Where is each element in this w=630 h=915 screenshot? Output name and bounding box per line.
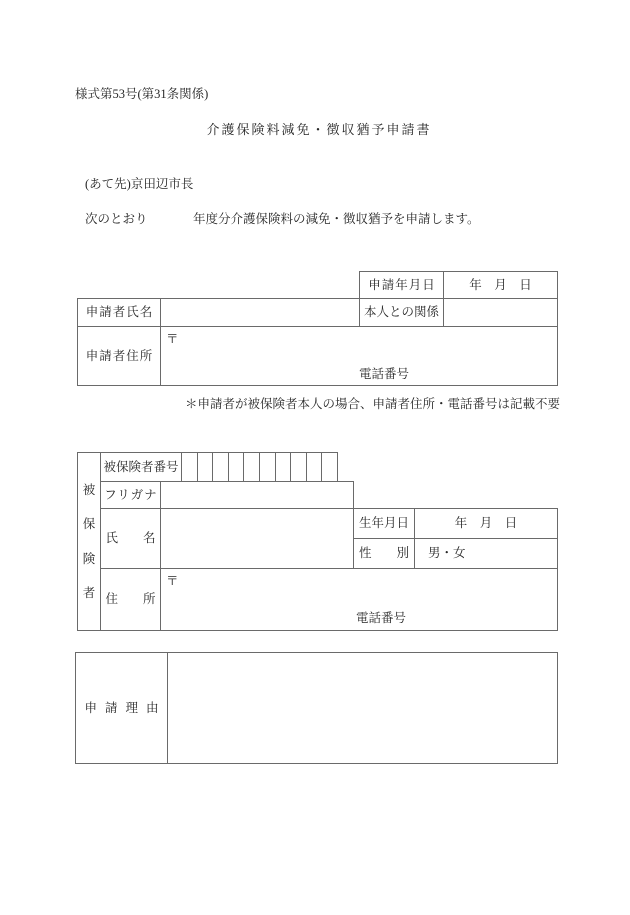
relation-field [443, 298, 558, 327]
insured-number-box [212, 453, 228, 481]
applicant-name-label: 申請者氏名 [77, 298, 161, 327]
insured-group-char: 保 [82, 517, 96, 532]
applicant-name-field [160, 298, 360, 327]
page-title: 介護保険料減免・徴収猶予申請書 [206, 122, 432, 137]
phone-label: 電話番号 [359, 366, 410, 381]
insured-address-label: 住 所 [100, 568, 161, 631]
insured-number-box [228, 453, 244, 481]
insured-name-label: 氏 名 [100, 508, 161, 569]
sex-label: 性 別 [353, 538, 415, 569]
insured-number-box [306, 453, 322, 481]
furigana-field [160, 481, 354, 509]
note-text: ＊申請者が被保険者本人の場合、申請者住所・電話番号は記載不要 [184, 397, 560, 411]
intro-suffix: 年度分介護保険料の減免・徴収猶予を申請します。 [193, 212, 480, 226]
insured-address-field [160, 568, 558, 631]
insured-group-char: 被 [82, 482, 96, 497]
insured-number-boxes [181, 452, 338, 482]
reason-field [167, 652, 558, 764]
insured-number-box [259, 453, 275, 481]
birthdate-label: 生年月日 [353, 508, 415, 539]
insured-number-box [290, 453, 306, 481]
reason-label-text: 申請理由 [84, 700, 167, 715]
insured-group-char: 険 [82, 551, 96, 566]
phone-label: 電話番号 [356, 610, 407, 625]
insured-name-field [160, 508, 354, 569]
insured-group-char: 者 [82, 585, 96, 600]
application-date-label: 申請年月日 [359, 271, 444, 299]
insured-number-box [275, 453, 291, 481]
postal-mark: 〒 [166, 332, 179, 346]
intro-prefix: 次のとおり [85, 212, 148, 226]
insured-number-box [197, 453, 213, 481]
relation-label: 本人との関係 [359, 298, 444, 327]
application-date-value: 年 月 日 [443, 271, 558, 299]
form-number: 様式第53号(第31条関係) [75, 87, 209, 101]
insured-number-box [243, 453, 259, 481]
insured-number-box [182, 453, 197, 481]
furigana-label: フリガナ [100, 481, 161, 509]
applicant-address-field [160, 326, 558, 386]
postal-mark: 〒 [166, 574, 179, 588]
insured-group-label [77, 452, 101, 631]
addressee-line: (あて先)京田辺市長 [85, 177, 194, 191]
applicant-address-label: 申請者住所 [77, 326, 161, 386]
insured-number-box [321, 453, 337, 481]
birthdate-value: 年 月 日 [414, 508, 558, 539]
sex-value: 男・女 [414, 538, 558, 569]
insured-number-label: 被保険者番号 [100, 452, 182, 482]
reason-label [75, 652, 168, 764]
